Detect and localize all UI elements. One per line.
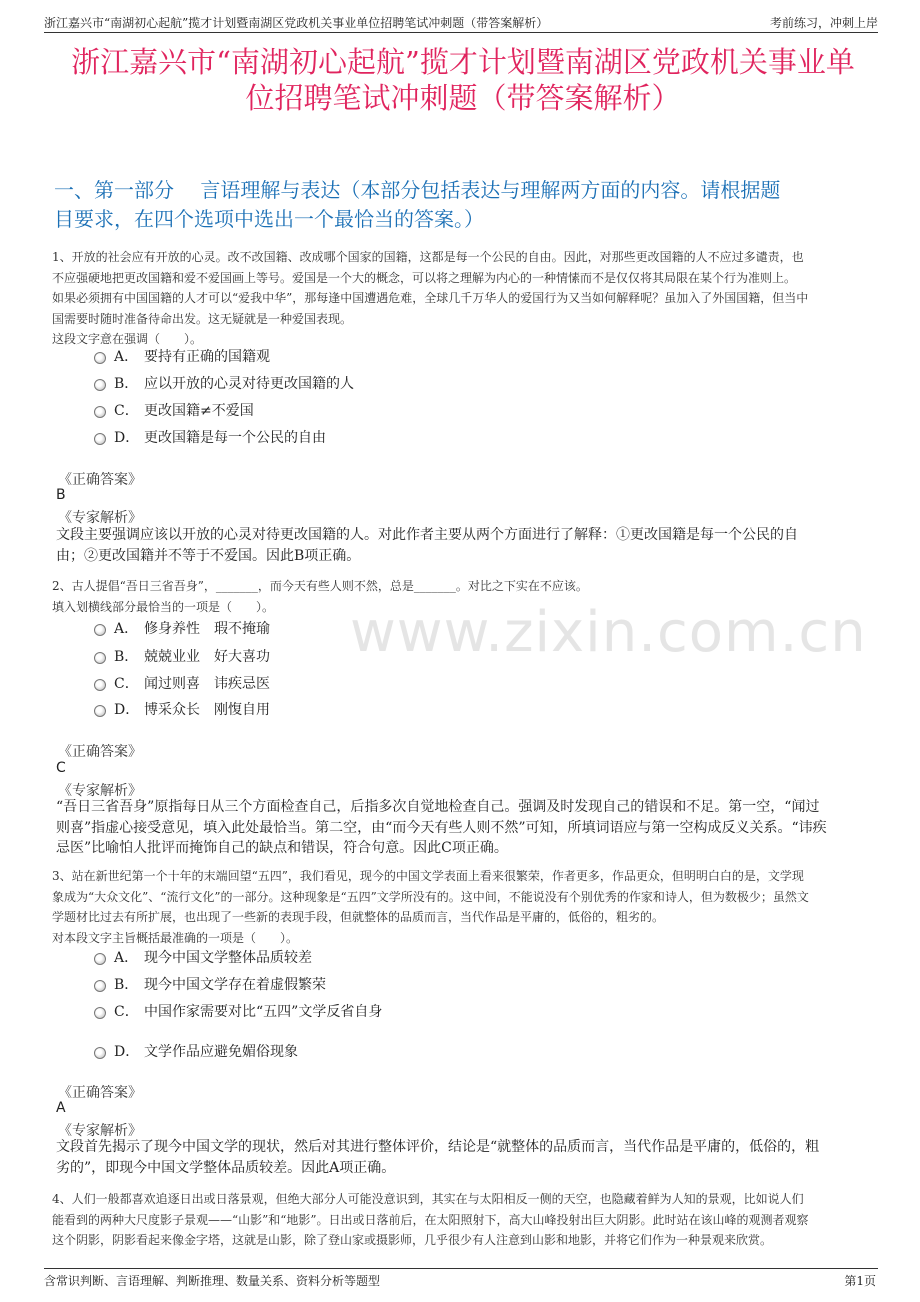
radio-icon[interactable] — [94, 980, 106, 992]
question-prompt: 填入划横线部分最恰当的一项是（ ）。 — [52, 599, 275, 614]
question-2-answer: C — [56, 760, 66, 776]
question-line: 4、人们一般都喜欢追逐日出或日落景观，但绝大部分人可能没意识到，其实在与太阳相反一侧的天空，也隐藏着鲜为人知的景观，比如说人们 — [52, 1192, 804, 1206]
question-line: 国需要时随时准备待命出发。这无疑就是一种爱国表现。 — [52, 311, 353, 326]
question-2-option-b[interactable]: B． 兢兢业业 好大喜功 — [94, 646, 270, 666]
question-line: 3、站在新世纪第一个十年的末端回望“五四”，我们看见，现今的中国文学表面上看来很繁荣，作者更多，作品更众，但明明白白的是，文学现 — [52, 869, 804, 883]
question-line: 学题材比过去有所扩展，也出现了一些新的表现手段，但就整体的品质而言，当代作品是平庸的，低俗的，粗劣的。 — [52, 910, 665, 924]
question-1-answer: B — [56, 487, 66, 503]
question-3-option-c[interactable]: C． 中国作家需要对比“五四”文学反省自身 — [94, 1001, 382, 1021]
analysis-line: 文段首先揭示了现今中国文学的现状，然后对其进行整体评价，结论是“就整体的品质而言，当代作品是平庸的，低俗的，粗 — [56, 1139, 820, 1155]
page-title — [58, 44, 868, 116]
question-1-option-c[interactable]: C． 更改国籍≠不爱国 — [94, 400, 254, 420]
answer-label: 《正确答案》 — [58, 472, 142, 488]
analysis-line: 文段主要强调应该以开放的心灵对待更改国籍的人。对此作者主要从两个方面进行了解释：①更改国籍是每一个公民的自 — [56, 527, 798, 543]
page-number: 第1页 — [844, 1274, 876, 1288]
question-line: 象成为“大众文化”、“流行文化”的一部分。这种现象是“五四”文学所没有的。这中间，不能说没有个别优秀的作家和诗人，但为数极少；虽然文 — [52, 889, 809, 904]
question-1-stem — [52, 247, 870, 350]
analysis-label: 《专家解析》 — [58, 510, 142, 526]
header-divider — [44, 32, 878, 33]
question-prompt: 对本段文字主旨概括最准确的一项是（ ）。 — [52, 930, 299, 945]
question-2-option-d[interactable]: D． 博采众长 刚愎自用 — [94, 699, 270, 719]
page-title-line-1: 浙江嘉兴市“南湖初心起航”揽才计划暨南湖区党政机关事业单 — [71, 45, 855, 79]
analysis-line: 劣的”，即现今中国文学整体品质较差。因此A项正确。 — [56, 1159, 396, 1176]
question-3-option-d[interactable]: D． 文学作品应避免媚俗现象 — [94, 1041, 298, 1061]
question-line: 这个阴影，阴影看起来像金字塔，这就是山影，除了登山家或摄影师，几乎很少有人注意到山影和地影，并将它们作为一种景观来欣赏。 — [52, 1233, 773, 1247]
section-heading-line-1: 一、第一部分 言语理解与表达（本部分包括表达与理解两方面的内容。请根据题 — [54, 178, 781, 202]
radio-icon[interactable] — [94, 352, 106, 364]
radio-icon[interactable] — [94, 953, 106, 965]
question-line: 2、古人提倡“吾日三省吾身”，_______，而今天有些人则不然，总是_______。对比之下实在不应该。 — [52, 579, 588, 593]
page-title-line-2: 位招聘笔试冲刺题（带答案解析） — [245, 81, 681, 115]
question-line: 如果必须拥有中国国籍的人才可以“爱我中华”，那每逢中国遭遇危难，全球几千万华人的爱国行为又当如何解释呢？虽加入了外国国籍，但当中 — [52, 291, 809, 305]
question-1-option-b[interactable]: B． 应以开放的心灵对待更改国籍的人 — [94, 373, 354, 393]
question-1-option-d[interactable]: D． 更改国籍是每一个公民的自由 — [94, 427, 326, 447]
radio-icon[interactable] — [94, 379, 106, 391]
answer-label: 《正确答案》 — [58, 1085, 142, 1101]
question-4-stem — [52, 1189, 870, 1251]
radio-icon[interactable] — [94, 679, 106, 691]
header-doc-title: 浙江嘉兴市“南湖初心起航”揽才计划暨南湖区党政机关事业单位招聘笔试冲刺题（带答案解析） — [44, 16, 549, 30]
question-3-option-a[interactable]: A． 现今中国文学整体品质较差 — [94, 947, 312, 967]
analysis-line: 则喜”指虚心接受意见，填入此处最恰当。第二空，由“而今天有些人则不然”可知，所填词语应与第一空构成反义关系。“讳疾 — [56, 819, 827, 836]
radio-icon[interactable] — [94, 624, 106, 636]
section-heading-line-2: 目要求，在四个选项中选出一个最恰当的答案。） — [54, 207, 484, 231]
question-2-stem — [52, 576, 870, 617]
question-prompt: 这段文字意在强调（ ）。 — [52, 332, 203, 346]
analysis-label: 《专家解析》 — [58, 783, 142, 799]
question-1-option-a[interactable]: A． 要持有正确的国籍观 — [94, 346, 270, 366]
question-1-analysis — [56, 525, 876, 566]
answer-label: 《正确答案》 — [58, 744, 142, 760]
question-2-analysis — [56, 797, 876, 859]
question-3-option-b[interactable]: B． 现今中国文学存在着虚假繁荣 — [94, 974, 326, 994]
radio-icon[interactable] — [94, 406, 106, 418]
radio-icon[interactable] — [94, 1047, 106, 1059]
footer-topics: 含常识判断、言语理解、判断推理、数量关系、资料分析等题型 — [44, 1274, 381, 1288]
question-2-option-c[interactable]: C． 闻过则喜 讳疾忌医 — [94, 673, 270, 693]
question-3-analysis — [56, 1137, 876, 1178]
radio-icon[interactable] — [94, 1007, 106, 1019]
footer-divider — [44, 1268, 878, 1269]
question-3-stem — [52, 866, 870, 948]
analysis-line: “吾日三省吾身”原指每日从三个方面检查自己，后指多次自觉地检查自己。强调及时发现自己的错误和不足。第一空，“闻过 — [56, 799, 820, 815]
radio-icon[interactable] — [94, 652, 106, 664]
section-heading — [54, 176, 874, 234]
analysis-line: 忌医”比喻怕人批评而掩饰自己的缺点和错误，符合句意。因此C项正确。 — [56, 840, 508, 856]
watermark: www.zixin.com.cn — [350, 600, 867, 665]
question-line: 1、开放的社会应有开放的心灵。改不改国籍、改成哪个国家的国籍，这都是每一个公民的自由。因此，对那些更改国籍的人不应过多谴责，也 — [52, 250, 804, 264]
analysis-line: 由；②更改国籍并不等于不爱国。因此B项正确。 — [56, 547, 361, 564]
question-3-answer: A — [56, 1100, 66, 1116]
radio-icon[interactable] — [94, 705, 106, 717]
question-2-option-a[interactable]: A． 修身养性 瑕不掩瑜 — [94, 618, 270, 638]
header-slogan: 考前练习，冲刺上岸 — [769, 16, 878, 30]
analysis-label: 《专家解析》 — [58, 1123, 142, 1139]
question-line: 不应强硬地把更改国籍和爱不爱国画上等号。爱国是一个大的概念，可以将之理解为内心的一种情愫而不是仅仅将其局限在某个行为准则上。 — [52, 270, 797, 285]
question-line: 能看到的两种大尺度影子景观——“山影”和“地影”。日出或日落前后，在太阳照射下，高大山峰投射出巨大阴影。此时站在该山峰的观测者观察 — [52, 1212, 809, 1227]
radio-icon[interactable] — [94, 433, 106, 445]
